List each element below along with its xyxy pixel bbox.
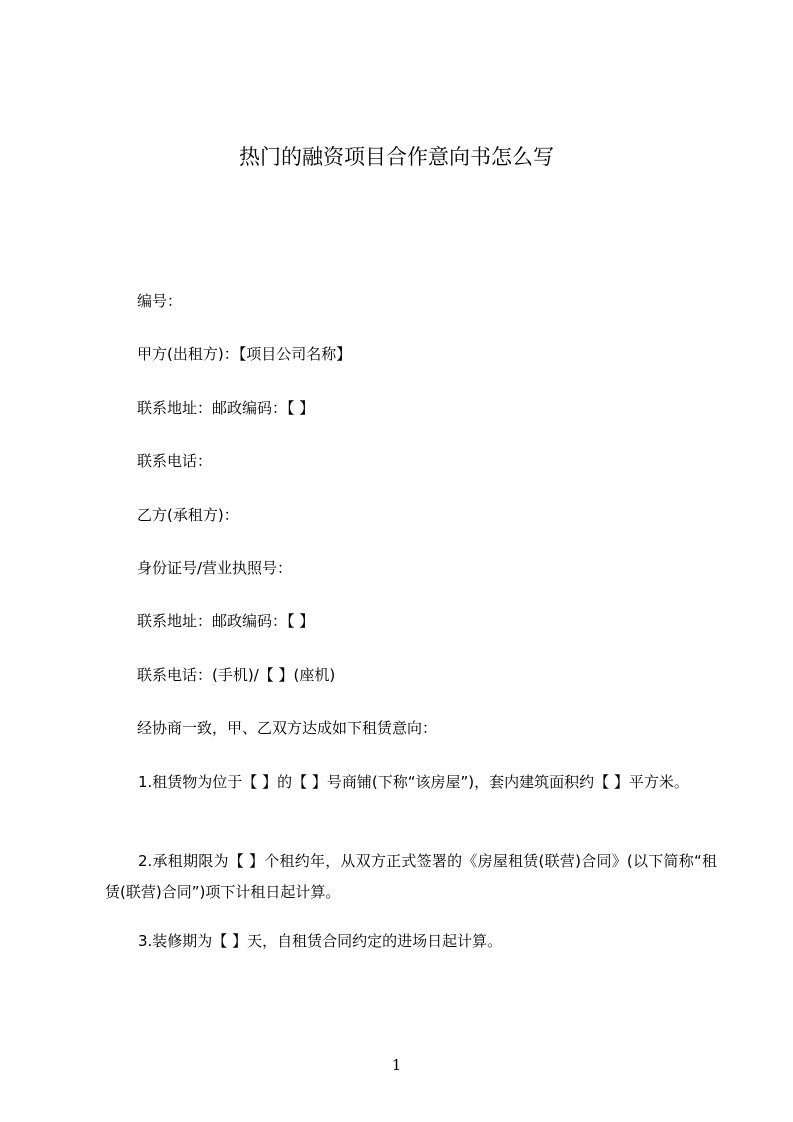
field-party-b-address: 联系地址：邮政编码：【 】 xyxy=(137,612,315,630)
clause-3: 3.装修期为【 】天，自租赁合同约定的进场日起计算。 xyxy=(138,932,503,950)
field-party-b: 乙方(承租方)： xyxy=(137,506,239,524)
field-party-a-phone: 联系电话： xyxy=(137,452,213,470)
document-title: 热门的融资项目合作意向书怎么写 xyxy=(239,145,554,169)
agreement-intro: 经协商一致，甲、乙双方达成如下租赁意向： xyxy=(137,719,438,737)
field-party-a: 甲方(出租方)：【项目公司名称】 xyxy=(137,345,352,363)
field-party-b-id: 身份证号/营业执照号： xyxy=(137,559,293,577)
page-number: 1 xyxy=(391,1056,402,1074)
field-party-a-address: 联系地址：邮政编码：【 】 xyxy=(137,399,315,417)
clause-2: 2.承租期限为【 】个租约年，从双方正式签署的《房屋租赁(联营)合同》(以下简称“租赁(联营)合同”)项下计租日起计算。 xyxy=(105,852,717,901)
field-serial-number: 编号： xyxy=(137,292,183,310)
clause-1: 1.租赁物为位于【 】的【 】号商铺(下称“该房屋”)，套内建筑面积约【 】平方米。 xyxy=(138,773,689,791)
field-party-b-phone: 联系电话：(手机)/【 】(座机) xyxy=(137,666,336,684)
